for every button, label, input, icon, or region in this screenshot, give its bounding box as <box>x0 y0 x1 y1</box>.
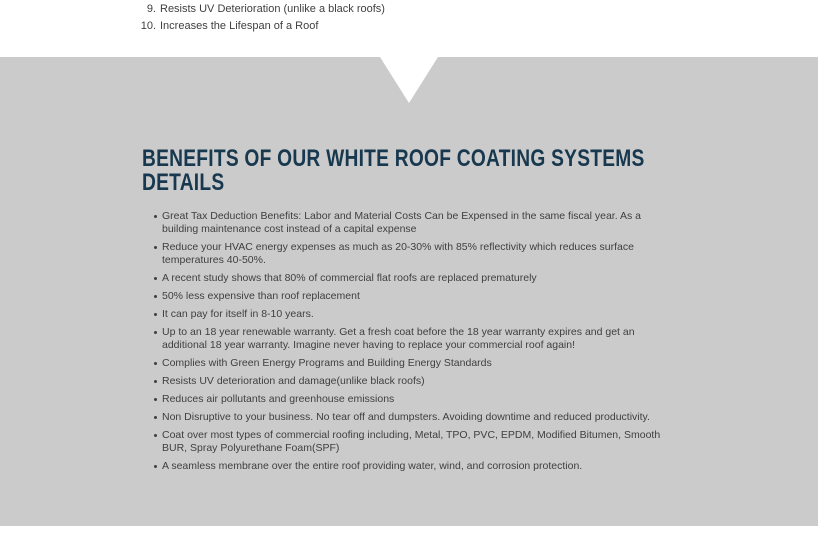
bullet-dot <box>154 313 157 316</box>
list-item-number: 10. <box>140 19 156 32</box>
list-item-number: 9. <box>146 3 156 15</box>
list-item <box>154 326 676 352</box>
bullet-dot <box>154 295 157 298</box>
list-item <box>154 272 676 285</box>
list-item-text: A seamless membrane over the entire roof providing water, wind, and corrosion protection. <box>162 460 583 472</box>
list-item <box>154 357 676 370</box>
bullet-dot <box>154 398 157 401</box>
list-item-text: A recent study shows that 80% of commercial flat roofs are replaced prematurely <box>162 272 537 284</box>
list-item <box>154 460 676 473</box>
bullet-dot <box>154 246 157 249</box>
list-item <box>154 375 676 388</box>
page-title: BENEFITS OF OUR WHITE ROOF COATING SYSTEMS DETAILS <box>142 145 645 196</box>
bullet-dot <box>154 416 157 419</box>
list-item-text: Great Tax Deduction Benefits: Labor and Material Costs Can be Expensed in the same fiscal year. As a building maintenance cost instead of a capital expense <box>162 210 641 235</box>
list-item <box>154 210 676 236</box>
list-item-text: 50% less expensive than roof replacement <box>162 290 360 302</box>
bullet-dot <box>154 331 157 334</box>
list-item-text: Resists UV deterioration and damage(unlike black roofs) <box>162 375 425 387</box>
list-item-text: Non Disruptive to your business. No tear off and dumpsters. Avoiding downtime and reduced productivity. <box>162 411 650 423</box>
list-item-text: Complies with Green Energy Programs and Building Energy Standards <box>162 357 492 369</box>
list-item-text: Up to an 18 year renewable warranty. Get a fresh coat before the 18 year warranty expires and get an additional 18 year warranty. Imagine never having to replace your commercial roof again! <box>162 326 635 351</box>
bullet-dot <box>154 215 157 218</box>
list-item <box>134 1 385 18</box>
bullet-dot <box>154 277 157 280</box>
notch-triangle <box>380 57 438 103</box>
bullet-dot <box>154 362 157 365</box>
list-item-text: Reduces air pollutants and greenhouse emissions <box>162 393 395 405</box>
list-item-text: Resists UV Deterioration (unlike a black roofs) <box>160 3 385 15</box>
benefits-list <box>142 210 676 473</box>
list-item <box>134 18 385 35</box>
numbered-list <box>134 1 385 34</box>
list-item-text: Reduce your HVAC energy expenses as much as 20-30% with 85% reflectivity which reduces surface temperatures 40-50%. <box>162 241 634 266</box>
bullet-dot <box>154 434 157 437</box>
list-item <box>154 290 676 303</box>
list-item <box>154 393 676 406</box>
benefits-section <box>0 57 818 526</box>
bullet-dot <box>154 380 157 383</box>
list-item <box>154 429 676 455</box>
list-item-text: Coat over most types of commercial roofing including, Metal, TPO, PVC, EPDM, Modified Bitumen, Smooth BUR, Spray Polyurethane Foam(SPF) <box>162 429 661 454</box>
list-item-text: Increases the Lifespan of a Roof <box>160 19 319 32</box>
list-item-text: It can pay for itself in 8-10 years. <box>162 308 314 320</box>
bullet-dot <box>154 465 157 468</box>
list-item <box>154 411 676 424</box>
list-item <box>154 308 676 321</box>
top-list-section <box>0 0 818 57</box>
list-item <box>154 241 676 267</box>
